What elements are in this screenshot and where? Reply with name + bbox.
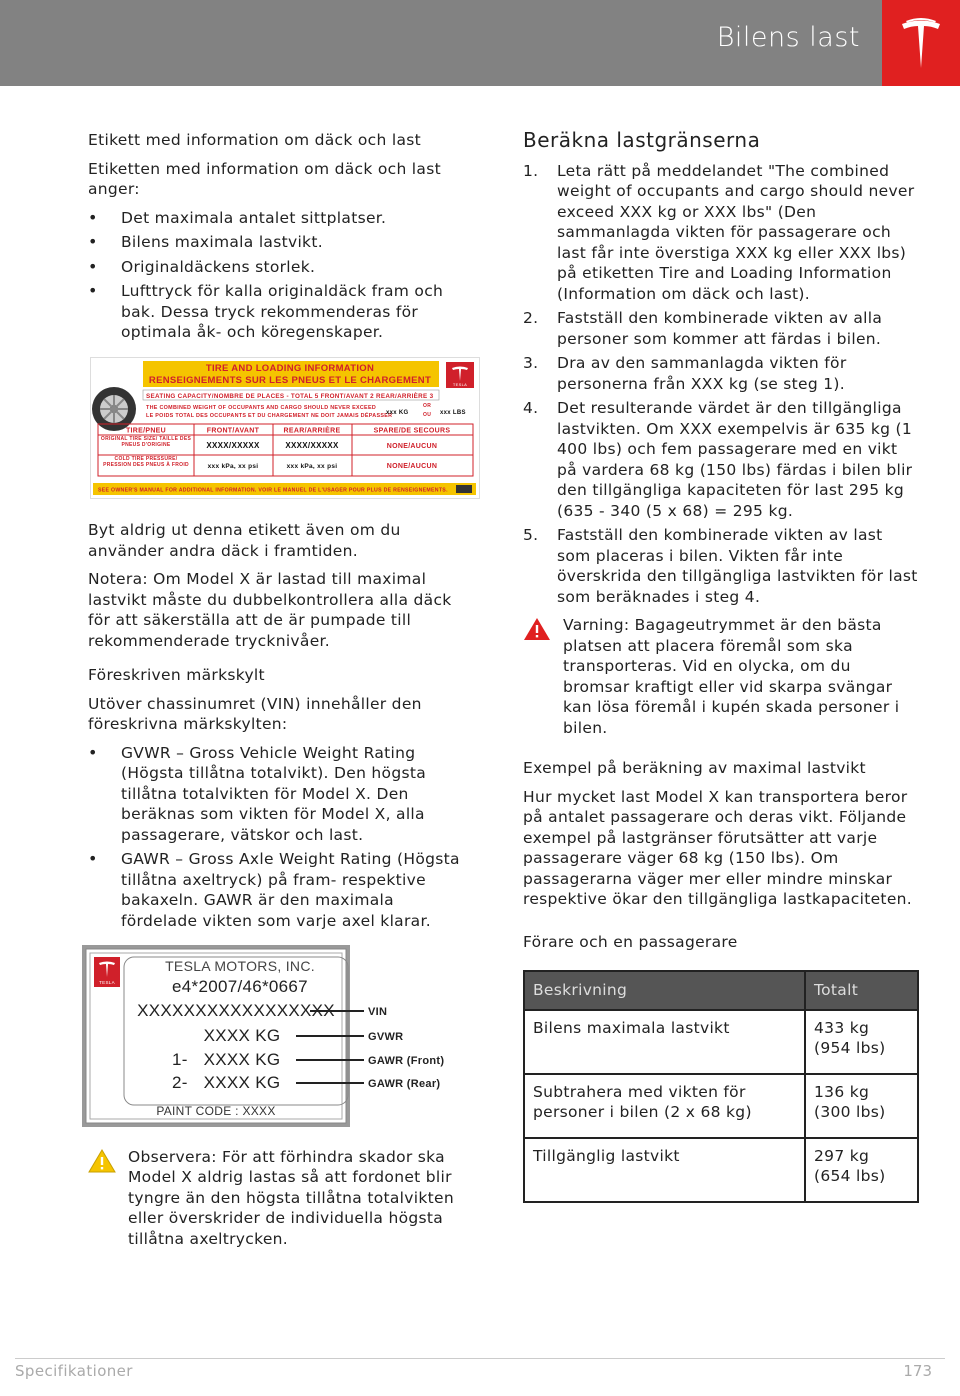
- paragraph: Hur mycket last Model X kan transportera beror på antalet passagerare och deras vikt. Följande exempel på lastgränser förutsätter att varje passagerare väger 68 kg (150 lbs). Om passagerarna väger mer eller mindre minskar respektive ökar den tillgängliga lastkapaciteten.: [523, 787, 913, 908]
- paragraph: Etiketten med information om däck och last anger:: [88, 159, 441, 198]
- label-title-en: TIRE AND LOADING INFORMATION: [205, 362, 375, 374]
- label-col-rear: REAR/ARRIÈRE: [283, 427, 341, 434]
- callout-vin: VIN: [368, 1006, 388, 1018]
- chapter-title: Bilens last: [716, 22, 860, 53]
- step-text: Dra av den sammanlagda vikten för personerna från XXX kg (se steg 1).: [557, 354, 847, 393]
- paragraph: Utöver chassinumret (VIN) innehåller den föreskrivna märkskylten:: [88, 694, 422, 733]
- list-item: [523, 308, 918, 349]
- plate-rear-prefix: 2-: [172, 1073, 188, 1092]
- section-heading-plate: Föreskriven märkskylt: [88, 666, 265, 684]
- step-number: 5.: [523, 526, 539, 544]
- step-text: Fastställ den kombinerade vikten av last som placeras i bilen. Vikten får inte överskrida den tillgängliga lastvikten för last som beräknades i steg 4.: [557, 526, 918, 606]
- tesla-logo: [882, 0, 960, 86]
- calc-steps: [523, 161, 918, 608]
- plate-gvwr: XXXX KG: [203, 1026, 281, 1045]
- plate-front: XXXX KG: [203, 1050, 281, 1069]
- label-size-front: XXXX/XXXXX: [206, 440, 260, 450]
- table-caption: Förare och en passagerare: [523, 932, 738, 951]
- label-size-spare: NONE/AUCUN: [386, 442, 438, 450]
- label-or: OR: [423, 402, 432, 409]
- step-number: 1.: [523, 161, 539, 180]
- list-item: [523, 353, 918, 394]
- table-cell: 433 kg (954 lbs): [805, 1010, 918, 1074]
- plate-maker: TESLA MOTORS, INC.: [165, 958, 315, 974]
- label-pressure-rear: xxx kPa, xx psi: [286, 462, 338, 470]
- table-row: [524, 1074, 918, 1138]
- list-item: • Lufttryck för kalla originaldäck fram och bak. Dessa tryck rekommenderas för optimala åk- och köregenskaper.: [88, 281, 473, 343]
- callout-gvwr: GVWR: [368, 1031, 404, 1043]
- plate-paint: PAINT CODE : XXXX: [156, 1104, 276, 1118]
- label-combined-fr: LE POIDS TOTAL DES OCCUPANTS ET DU CHARGEMENT NE DOIT JAMAIS DÉPASSER: [146, 412, 393, 419]
- paragraph: Notera: Om Model X är lastad till maximal lastvikt måste du dubbelkontrollera alla däck för att säkerställa att de är pumpade till rekommenderade trycknivåer.: [88, 570, 452, 650]
- label-seating: SEATING CAPACITY/NOMBRE DE PLACES - TOTAL 5 FRONT/AVANT 2 REAR/ARRIÈRE 3: [146, 392, 434, 400]
- table-cell: 297 kg (654 lbs): [805, 1138, 918, 1202]
- plate-vin: XXXXXXXXXXXXXXXXX: [137, 1001, 335, 1020]
- table-header-row: [524, 971, 918, 1010]
- label-title-fr: RENSEIGNEMENTS SUR LES PNEUS ET LE CHARGEMENT: [148, 374, 432, 386]
- warning-triangle-icon: [523, 617, 551, 641]
- step-text: Det resulterande värdet är den tillgängliga lastvikten. Om XXX exempelvis är 635 kg (1 400 lbs) och fem passagerare med en vikt på vardera 68 kg (150 lbs) färdas i bilen blir den tillgängliga kapaciteten för last 295 kg (635 - 340 (5 x 68) = 295 kg.: [557, 399, 913, 520]
- table-cell: Subtrahera med vikten för personer i bilen (2 x 68 kg): [524, 1074, 805, 1138]
- table-header: Totalt: [805, 971, 918, 1010]
- step-text: Leta rätt på meddelandet "The combined weight of occupants and cargo should never exceed XXX kg or XXX lbs" (Den sammanlagda vikten för passagerare och last får inte överstiga XXX kg eller XXX lbs) på etiketten Tire and Loading Information (Information om däck och last).: [557, 161, 915, 303]
- vehicle-plate-image: [82, 945, 473, 1133]
- caution-text: Observera: För att förhindra skador ska Model X aldrig lastas så att fordonet blir tyngre än den högsta tillåtna totalvikten eller överskrider de individuella högsta tillåtna axeltrycken.: [128, 1147, 454, 1248]
- page-header: [0, 0, 960, 86]
- label-pressure-front: xxx kPa, xx psi: [207, 462, 259, 470]
- list-item: • Det maximala antalet sittplatser.: [88, 208, 473, 229]
- step-number: 4.: [523, 399, 539, 417]
- table-cell: Tillgänglig lastvikt: [524, 1138, 805, 1202]
- label-row-pressure: COLD TIRE PRESSURE/ PRESSION DES PNEUS À FROID: [103, 455, 189, 468]
- list-item: • Bilens maximala lastvikt.: [88, 232, 473, 253]
- footer-section: Specifikationer: [15, 1362, 133, 1380]
- step-number: 2.: [523, 309, 539, 327]
- list-item: [523, 525, 918, 607]
- table-row: [524, 1010, 918, 1074]
- caution-triangle-icon: [88, 1149, 116, 1173]
- load-limit-table: [523, 970, 919, 1203]
- label-pressure-spare: NONE/AUCUN: [386, 462, 438, 470]
- label-lbs: xxx LBS: [440, 409, 466, 416]
- warning-note: [523, 615, 918, 738]
- plate-rear: XXXX KG: [203, 1073, 281, 1092]
- label-kg: xxx KG: [386, 409, 409, 416]
- label-col-spare: SPARE/DE SECOURS: [373, 427, 451, 434]
- section-heading-example: Exempel på beräkning av maximal lastvikt: [523, 759, 866, 777]
- plate-brand: TESLA: [99, 980, 115, 985]
- tesla-t-icon: [899, 16, 943, 70]
- list-item: • Originaldäckens storlek.: [88, 257, 473, 278]
- book-icon: [456, 485, 472, 493]
- tire-loading-label-image: [90, 357, 473, 505]
- footer-rule: [15, 1358, 945, 1359]
- label-ou: OU: [423, 411, 432, 418]
- left-column: [88, 130, 473, 1263]
- label-footer: SEE OWNER'S MANUAL FOR ADDITIONAL INFORMATION. VOIR LE MANUEL DE L'USAGER POUR PLUS DE RENSEIGNEMENTS.: [98, 487, 448, 493]
- plate-front-prefix: 1-: [172, 1050, 188, 1069]
- label-brand: TESLA: [452, 381, 468, 387]
- label-combined-en: THE COMBINED WEIGHT OF OCCUPANTS AND CARGO SHOULD NEVER EXCEED: [146, 404, 377, 411]
- right-column: [523, 130, 918, 1203]
- step-text: Fastställ den kombinerade vikten av alla personer som kommer att färdas i bilen.: [557, 309, 883, 348]
- callout-gawr-front: GAWR (Front): [368, 1055, 445, 1067]
- table-cell: Bilens maximala lastvikt: [524, 1010, 805, 1074]
- label-row-size: ORIGINAL TIRE SIZE/ TAILLE DES PNEUS D'ORIGINE: [100, 435, 192, 448]
- table-header: Beskrivning: [524, 971, 805, 1010]
- label-col-front: FRONT/AVANT: [206, 427, 260, 434]
- list-item: [523, 398, 918, 521]
- tire-label-bullets: [88, 208, 473, 343]
- list-item: • GVWR – Gross Vehicle Weight Rating (Högsta tillåtna totalvikt). Den högsta tillåtna totalvikten för Model X. Den beräknas som vikten för Model X, alla passagerare, vätskor och last.: [88, 743, 473, 846]
- section-heading-calc: Beräkna lastgränserna: [523, 128, 761, 152]
- warning-text: Varning: Bagageutrymmet är den bästa platsen att placera föremål som ska transporteras. Vid en olycka, om du bromsar kraftigt eller vid skarpa svängar kan lösa föremål i kupén skada personer i bilen.: [563, 616, 900, 737]
- page-number: 173: [903, 1362, 932, 1380]
- section-heading-tire-label: Etikett med information om däck och last: [88, 131, 421, 149]
- step-number: 3.: [523, 354, 539, 372]
- list-item: • GAWR – Gross Axle Weight Rating (Högsta tillåtna axeltryck) på fram- respektive bakaxeln. GAWR är den maximala fördelade vikten som varje axel klarar.: [88, 849, 473, 931]
- callout-gawr-rear: GAWR (Rear): [368, 1078, 441, 1090]
- label-col-tire: TIRE/PNEU: [125, 427, 167, 434]
- plate-bullets: [88, 743, 473, 932]
- list-item: [523, 161, 918, 305]
- label-size-rear: XXXX/XXXXX: [285, 440, 339, 450]
- paragraph: Byt aldrig ut denna etikett även om du använder andra däck i framtiden.: [88, 521, 401, 560]
- plate-approval: e4*2007/46*0667: [172, 977, 308, 996]
- table-row: [524, 1138, 918, 1202]
- table-cell: 136 kg (300 lbs): [805, 1074, 918, 1138]
- caution-note: [88, 1147, 473, 1250]
